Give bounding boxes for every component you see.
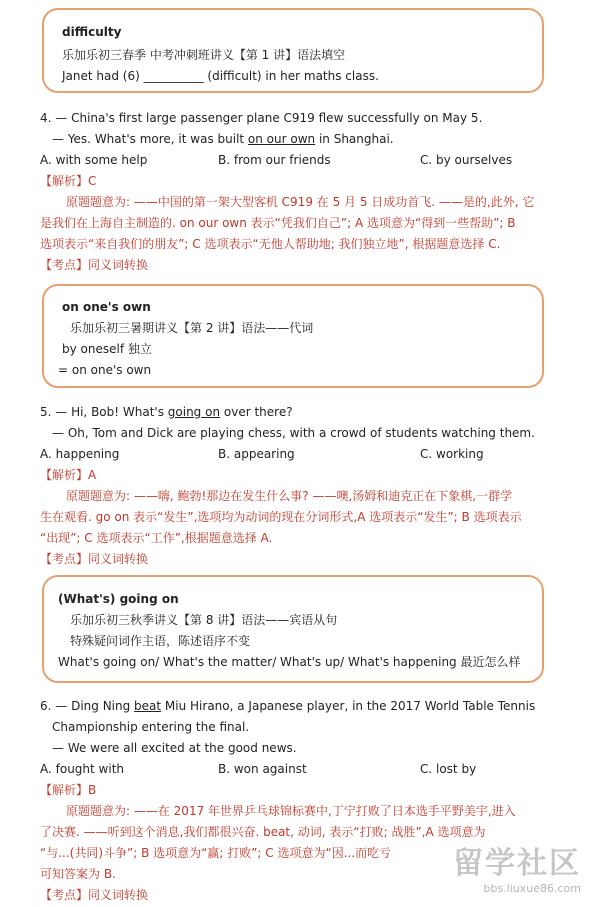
note-line: 特殊疑问词作主语，陈述语序不变 xyxy=(70,634,251,648)
analysis-text: 原题题意为: ——嗨, 鲍勃!那边在发生什么事? ——噢,汤姆和迪克正在下象棋,一群学 xyxy=(66,489,513,503)
note-line: What's going on/ What's the matter/ What's up/ What's happening 最近怎么样 xyxy=(58,655,521,669)
question-6-stem-cont: Championship entering the final. xyxy=(52,720,250,734)
question-4-reply: — Yes. What's more, it was built on our own in Shanghai. xyxy=(52,132,394,146)
watermark-url: bbs.liuxue86.com xyxy=(483,882,581,895)
note-line: by oneself 独立 xyxy=(62,342,152,356)
key-point: 【考点】同义词转换 xyxy=(40,258,149,272)
note-box-on-ones-own xyxy=(42,284,544,388)
note-line: 乐加乐初三春季 中考冲刺班讲义【第 1 讲】语法填空 xyxy=(62,48,346,62)
analysis-label: 【解析】B xyxy=(40,783,97,797)
analysis-text: 原题题意为: ——中国的第一架大型客机 C919 在 5 月 5 日成功首飞. ——是的,此外, 它 xyxy=(66,195,535,209)
option-a: A. happening xyxy=(40,447,120,461)
question-4-stem: 4. — China's first large passenger plane C919 flew successfully on May 5. xyxy=(40,111,483,125)
option-b: B. won against xyxy=(218,762,307,776)
option-a: A. with some help xyxy=(40,153,148,167)
option-c: C. lost by xyxy=(420,762,477,776)
question-6-reply: — We were all excited at the good news. xyxy=(52,741,297,755)
note-box-whats-going-on xyxy=(42,575,544,683)
analysis-text: 了决赛. ——听到这个消息,我们都很兴奋. beat, 动词, 表示“打败; 战胜”,A 选项意为 xyxy=(40,825,486,839)
analysis-text: 原题题意为: ——在 2017 年世界乒乓球锦标赛中,丁宁打败了日本选手平野美宇,进入 xyxy=(66,804,516,818)
key-point: 【考点】同义词转换 xyxy=(40,552,149,566)
note-title: on one's own xyxy=(62,300,151,314)
option-a: A. fought with xyxy=(40,762,124,776)
question-6-stem: 6. — Ding Ning beat Miu Hirano, a Japanese player, in the 2017 World Table Tennis xyxy=(40,699,536,713)
analysis-text: 选项表示“来自我们的朋友”; C 选项表示“无他人帮助地; 我们独立地”, 根据题意选择 C. xyxy=(40,237,501,251)
note-line: 乐加乐初三暑期讲义【第 2 讲】语法——代词 xyxy=(70,321,314,335)
analysis-text: 是我们在上海自主制造的. on our own 表示“凭我们自己”; A 选项意为“得到一些帮助”; B xyxy=(40,216,516,230)
option-c: C. working xyxy=(420,447,484,461)
analysis-text: 生在观看. go on 表示“发生”,选项均为动词的现在分词形式,A 选项表示“发生”; B 选项表示 xyxy=(40,510,522,524)
question-5-reply: — Oh, Tom and Dick are playing chess, with a crowd of students watching them. xyxy=(52,426,535,440)
analysis-label: 【解析】A xyxy=(40,468,97,482)
note-line: = on one's own xyxy=(58,363,152,377)
option-b: B. appearing xyxy=(218,447,295,461)
analysis-text: “出现”; C 选项表示“工作”,根据题意选择 A. xyxy=(40,531,273,545)
note-box-difficulty xyxy=(42,8,544,93)
option-c: C. by ourselves xyxy=(420,153,513,167)
question-5-stem: 5. — Hi, Bob! What's going on over there? xyxy=(40,405,293,419)
note-title: (What's) going on xyxy=(58,592,179,606)
option-b: B. from our friends xyxy=(218,153,331,167)
note-title: difficulty xyxy=(62,25,122,39)
note-line: Janet had (6) __________ (difficult) in her maths class. xyxy=(62,69,379,83)
analysis-text: 可知答案为 B. xyxy=(40,867,116,881)
analysis-label: 【解析】C xyxy=(40,174,97,188)
note-line: 乐加乐初三秋季讲义【第 8 讲】语法——宾语从句 xyxy=(70,613,338,627)
analysis-text: “与...(共同)斗争”; B 选项意为“赢; 打败”; C 选项意为“因...而吃亏 xyxy=(40,846,392,860)
watermark xyxy=(453,838,581,895)
key-point: 【考点】同义词转换 xyxy=(40,888,149,902)
watermark-title: 留学社区 xyxy=(453,846,581,881)
